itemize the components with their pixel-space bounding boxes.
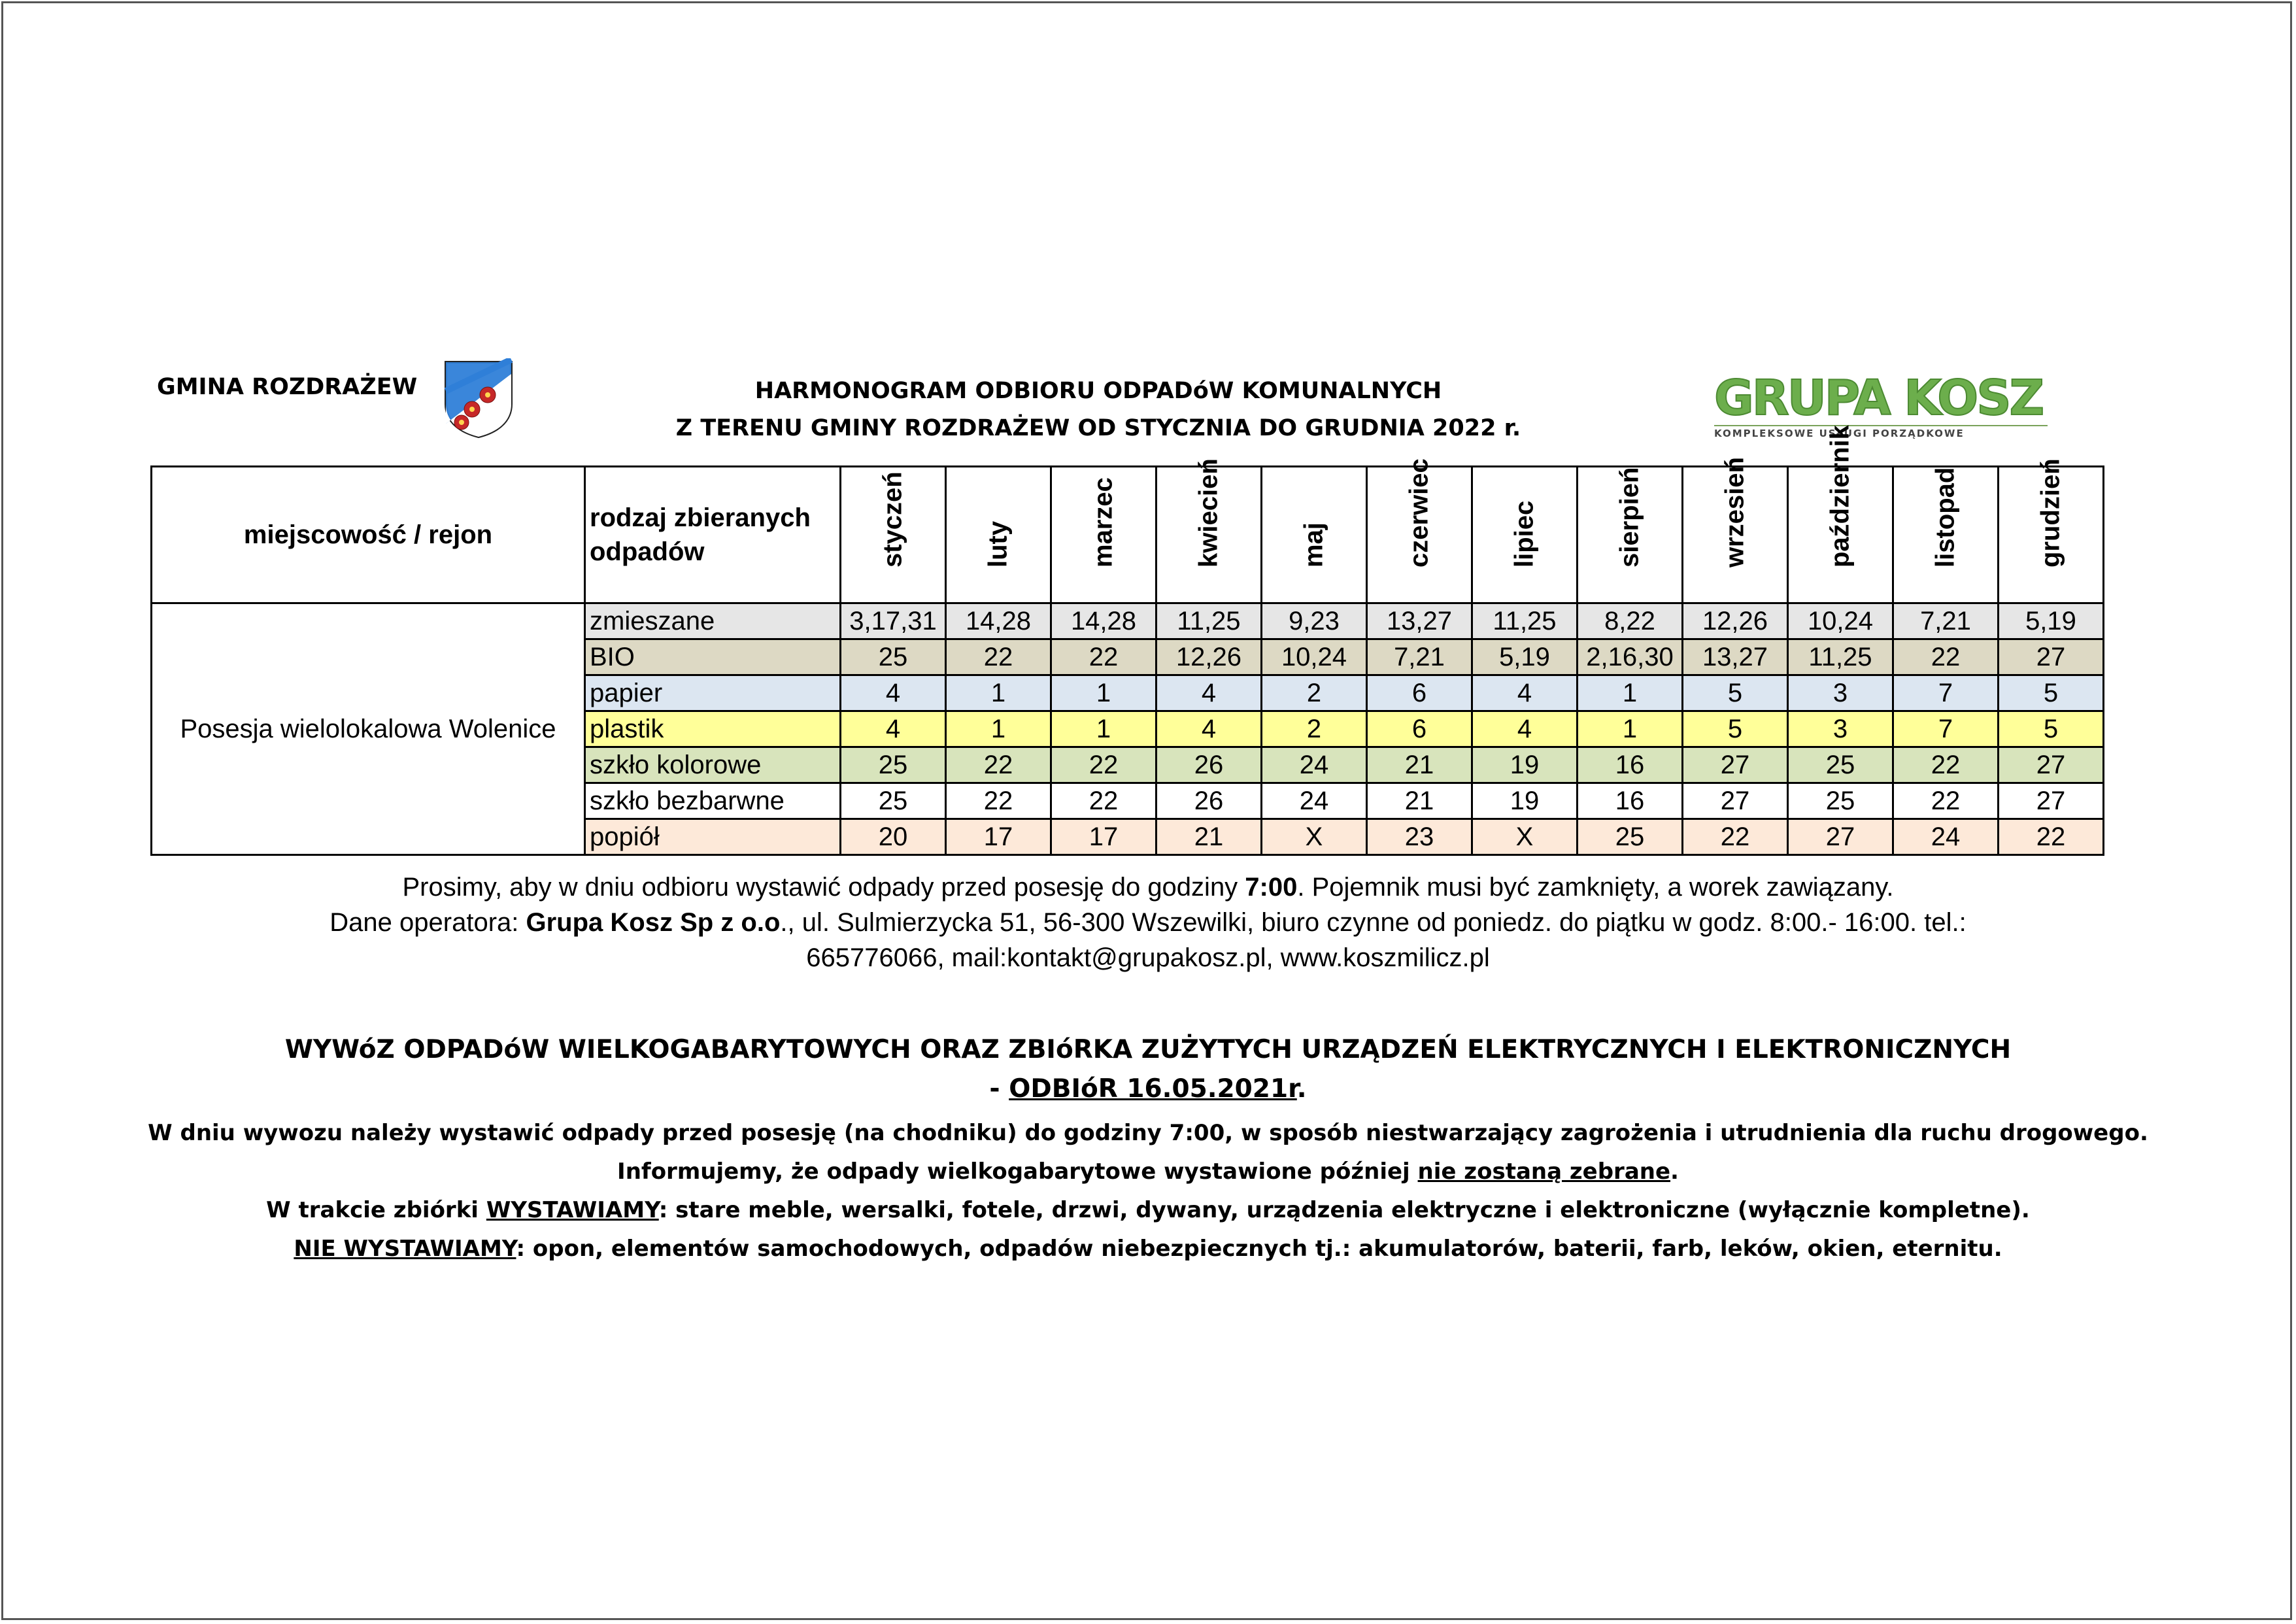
date-cell: 19 [1472, 747, 1578, 783]
date-cell: 22 [1683, 819, 1788, 855]
date-cell: 7 [1893, 675, 1999, 711]
header-month: lipiec [1472, 467, 1578, 603]
date-cell: 24 [1893, 819, 1999, 855]
date-cell: 12,26 [1683, 603, 1788, 639]
date-cell: 22 [946, 747, 1051, 783]
date-cell: 4 [841, 675, 946, 711]
pickup-info [150, 870, 2146, 975]
header-month: styczeń [841, 467, 946, 603]
title-line-1: HARMONOGRAM ODBIORU ODPADóW KOMUNALNYCH [754, 378, 1442, 404]
date-cell: 27 [1788, 819, 1893, 855]
waste-type-cell: plastik [585, 711, 841, 747]
date-cell: 22 [1051, 747, 1156, 783]
date-cell: 23 [1367, 819, 1472, 855]
date-cell: 24 [1262, 747, 1367, 783]
waste-type-cell: popiół [585, 819, 841, 855]
header-place: miejscowość / rejon [152, 467, 585, 603]
date-cell: 19 [1472, 783, 1578, 819]
header-month: czerwiec [1367, 467, 1472, 603]
date-cell: 13,27 [1683, 639, 1788, 675]
info-line-3: 665776066, mail:kontakt@grupakosz.pl, www.koszmilicz.pl [806, 943, 1490, 972]
date-cell: 21 [1156, 819, 1262, 855]
date-cell: 1 [946, 711, 1051, 747]
date-cell: 1 [1578, 675, 1683, 711]
date-cell: 9,23 [1262, 603, 1367, 639]
bulk-rule-1: W dniu wywozu należy wystawić odpady przed posesję (na chodniku) do godziny 7:00, w sposób niestwarzający zagrożenia i utrudnienia dla ruchu drogowego. [148, 1120, 2148, 1146]
header-month: kwiecień [1156, 467, 1262, 603]
date-cell: 7,21 [1893, 603, 1999, 639]
info-line-2: Dane operatora: Grupa Kosz Sp z o.o., ul. Sulmierzycka 51, 56-300 Wszewilki, biuro czynne od poniedz. do piątku w godz. 8:00.- 16:00. tel.: [329, 908, 1967, 937]
waste-type-cell: BIO [585, 639, 841, 675]
date-cell: 22 [946, 783, 1051, 819]
date-cell: 10,24 [1788, 603, 1893, 639]
table-row [152, 603, 2104, 639]
header-month: listopad [1893, 467, 1999, 603]
date-cell: X [1262, 819, 1367, 855]
date-cell: 5 [1999, 711, 2104, 747]
date-cell: 22 [1051, 639, 1156, 675]
logo-text: GRUPA KOSZ [1714, 370, 2043, 426]
bulk-rule-3: W trakcie zbiórki WYSTAWIAMY: stare meble, wersalki, fotele, drzwi, dywany, urządzenia elektryczne i elektroniczne (wyłącznie kompletne). [266, 1197, 2030, 1223]
header-month: grudzień [1999, 467, 2104, 603]
date-cell: 3 [1788, 711, 1893, 747]
date-cell: 5,19 [1472, 639, 1578, 675]
header-month: sierpień [1578, 467, 1683, 603]
date-cell: 17 [946, 819, 1051, 855]
date-cell: 8,22 [1578, 603, 1683, 639]
header-month: maj [1262, 467, 1367, 603]
date-cell: 6 [1367, 675, 1472, 711]
date-cell: 25 [1578, 819, 1683, 855]
date-cell: 1 [1578, 711, 1683, 747]
date-cell: 13,27 [1367, 603, 1472, 639]
date-cell: 3,17,31 [841, 603, 946, 639]
date-cell: 22 [946, 639, 1051, 675]
date-cell: 4 [1156, 675, 1262, 711]
gmina-crest-icon [442, 358, 515, 438]
date-cell: 4 [1472, 711, 1578, 747]
date-cell: 21 [1367, 783, 1472, 819]
waste-type-cell: szkło kolorowe [585, 747, 841, 783]
date-cell: X [1472, 819, 1578, 855]
date-cell: 20 [841, 819, 946, 855]
date-cell: 22 [1893, 783, 1999, 819]
bulk-title-line-2: - ODBIóR 16.05.2021r. [989, 1074, 1307, 1104]
date-cell: 27 [1683, 747, 1788, 783]
date-cell: 17 [1051, 819, 1156, 855]
bulk-rule-4: NIE WYSTAWIAMY: opon, elementów samochodowych, odpadów niebezpiecznych tj.: akumulatorów, baterii, farb, leków, okien, eternitu. [294, 1236, 2002, 1262]
date-cell: 11,25 [1156, 603, 1262, 639]
date-cell: 22 [1893, 639, 1999, 675]
bulk-waste-rules [131, 1114, 2165, 1268]
date-cell: 14,28 [1051, 603, 1156, 639]
date-cell: 1 [946, 675, 1051, 711]
date-cell: 2,16,30 [1578, 639, 1683, 675]
date-cell: 2 [1262, 675, 1367, 711]
date-cell: 26 [1156, 747, 1262, 783]
date-cell: 3 [1788, 675, 1893, 711]
waste-type-cell: zmieszane [585, 603, 841, 639]
date-cell: 10,24 [1262, 639, 1367, 675]
date-cell: 7 [1893, 711, 1999, 747]
header-month: luty [946, 467, 1051, 603]
date-cell: 5 [1683, 711, 1788, 747]
date-cell: 5 [1683, 675, 1788, 711]
date-cell: 11,25 [1788, 639, 1893, 675]
date-cell: 25 [1788, 747, 1893, 783]
document-title [588, 373, 1608, 447]
header-month: marzec [1051, 467, 1156, 603]
gmina-name: GMINA ROZDRAŻEW [157, 374, 418, 400]
date-cell: 22 [1999, 819, 2104, 855]
date-cell: 25 [841, 747, 946, 783]
date-cell: 1 [1051, 711, 1156, 747]
bulk-rule-2: Informujemy, że odpady wielkogabarytowe wystawione później nie zostaną zebrane. [617, 1159, 1679, 1185]
header-month: wrzesień [1683, 467, 1788, 603]
date-cell: 25 [841, 639, 946, 675]
title-line-2: Z TERENU GMINY ROZDRAŻEW OD STYCZNIA DO GRUDNIA 2022 r. [675, 415, 1521, 441]
date-cell: 4 [1156, 711, 1262, 747]
date-cell: 11,25 [1472, 603, 1578, 639]
date-cell: 21 [1367, 747, 1472, 783]
date-cell: 1 [1051, 675, 1156, 711]
info-line-1: Prosimy, aby w dniu odbioru wystawić odpady przed posesję do godziny 7:00. Pojemnik musi być zamknięty, a worek zawiązany. [402, 873, 1894, 902]
date-cell: 7,21 [1367, 639, 1472, 675]
header-type: rodzaj zbieranych odpadów [585, 467, 841, 603]
date-cell: 27 [1683, 783, 1788, 819]
date-cell: 16 [1578, 783, 1683, 819]
date-cell: 4 [1472, 675, 1578, 711]
bulk-title-line-1: WYWóZ ODPADóW WIELKOGABARYTOWYCH ORAZ ZBIóRKA ZUŻYTYCH URZĄDZEŃ ELEKTRYCZNYCH I ELEKTRONICZNYCH [284, 1035, 2012, 1064]
date-cell: 27 [1999, 639, 2104, 675]
date-cell: 22 [1893, 747, 1999, 783]
table-header-row [152, 467, 2104, 603]
logo-subtext: KOMPLEKSOWE USŁUGI PORZĄDKOWE [1714, 425, 2048, 439]
date-cell: 26 [1156, 783, 1262, 819]
date-cell: 16 [1578, 747, 1683, 783]
date-cell: 5 [1999, 675, 2104, 711]
table-body [152, 603, 2104, 855]
date-cell: 22 [1051, 783, 1156, 819]
date-cell: 27 [1999, 783, 2104, 819]
grupa-kosz-logo [1714, 370, 2053, 446]
date-cell: 14,28 [946, 603, 1051, 639]
date-cell: 25 [1788, 783, 1893, 819]
date-cell: 2 [1262, 711, 1367, 747]
date-cell: 4 [841, 711, 946, 747]
date-cell: 6 [1367, 711, 1472, 747]
date-cell: 24 [1262, 783, 1367, 819]
header-month: październik [1788, 467, 1893, 603]
waste-type-cell: szkło bezbarwne [585, 783, 841, 819]
date-cell: 25 [841, 783, 946, 819]
date-cell: 5,19 [1999, 603, 2104, 639]
place-cell: Posesja wielolokalowa Wolenice [152, 603, 585, 855]
date-cell: 12,26 [1156, 639, 1262, 675]
bulk-waste-title [150, 1030, 2146, 1109]
waste-type-cell: papier [585, 675, 841, 711]
date-cell: 27 [1999, 747, 2104, 783]
